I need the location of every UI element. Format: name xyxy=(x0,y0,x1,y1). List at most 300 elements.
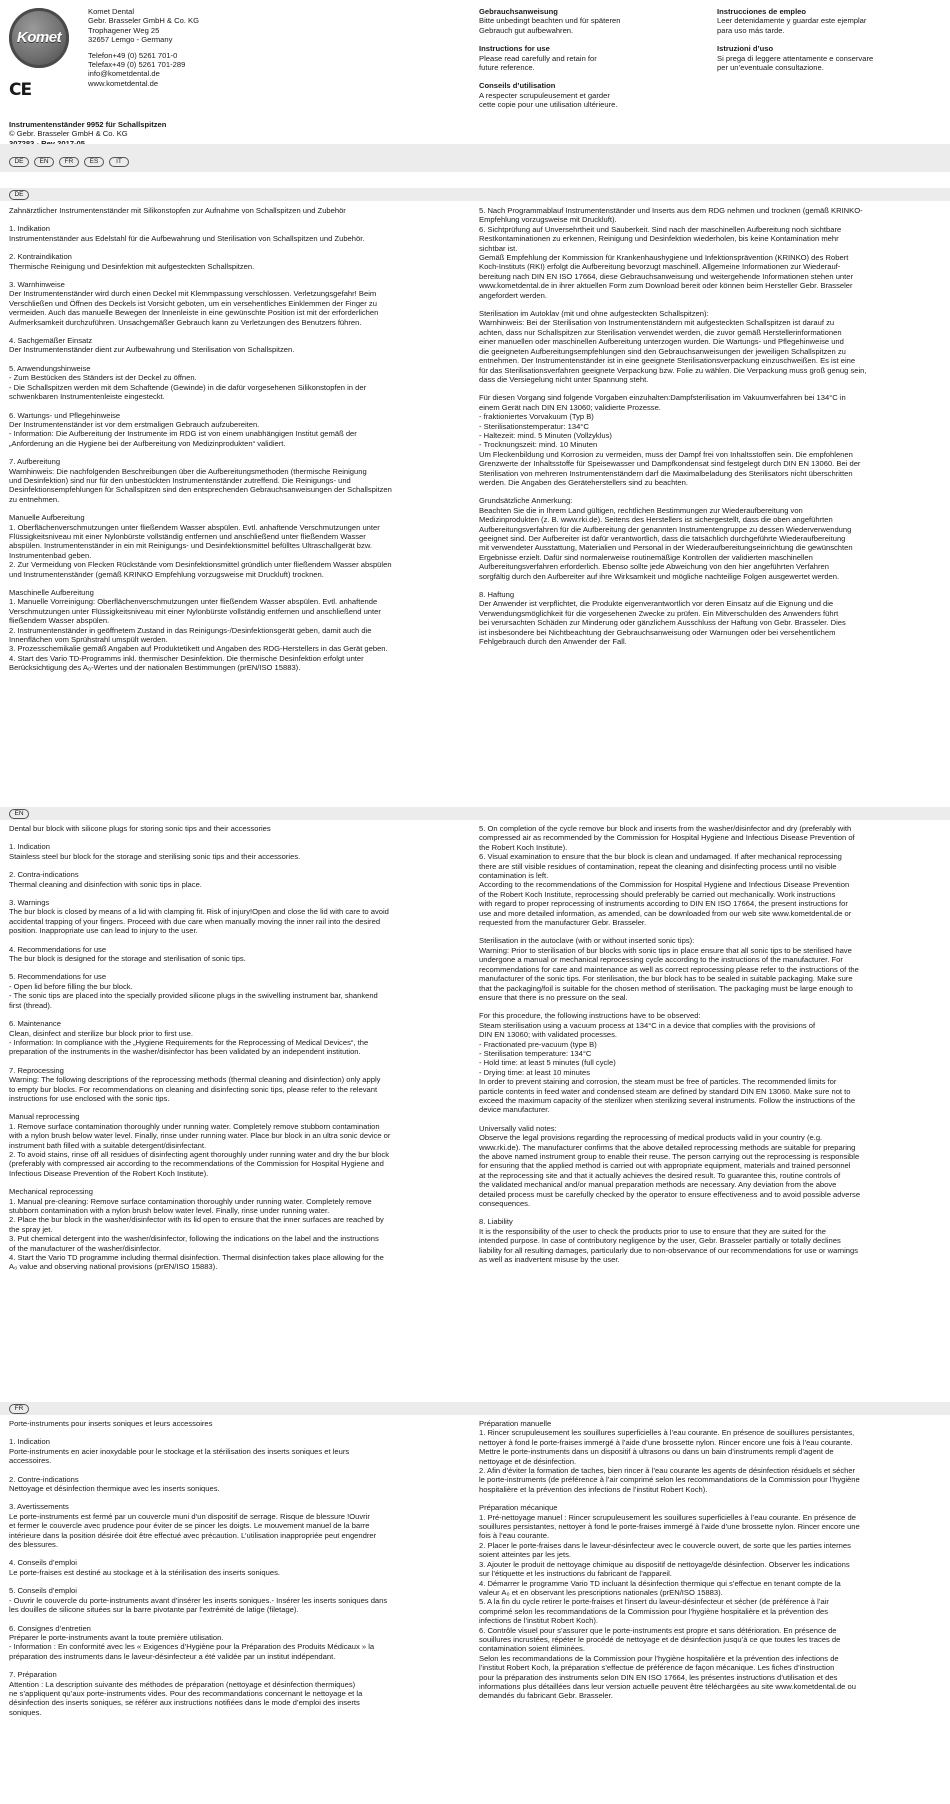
text-line: préparation des instruments dans le laveur-désinfecteur a été validée par un institut indépendant. xyxy=(9,1651,336,1661)
paragraph-spacer xyxy=(479,384,939,393)
text-line: www.rki.de). The manufacturer confirms that the above detailed reprocessing methods are suitable for preparing xyxy=(479,1142,856,1152)
instr-title-es: Instrucciones de empleo xyxy=(717,7,807,16)
product-title: Instrumentenständer 9952 für Schallspitzen xyxy=(9,120,167,129)
language-pill-es[interactable]: ES xyxy=(84,157,104,167)
text-line: Préparation mécanique xyxy=(479,1503,558,1513)
text-line: Maschinelle Aufbereitung xyxy=(9,588,94,597)
paragraph-spacer xyxy=(479,1494,939,1503)
text-line: The bur block is closed by means of a lid with clamping fit. Risk of injury!Open and close the lid with care to avoid xyxy=(9,907,389,917)
text-line: 7. Préparation xyxy=(9,1670,57,1680)
phone-number: Telefon+49 (0) 5261 701-0 xyxy=(88,50,178,60)
text-line: 3. Ajouter le produit de nettoyage chimique au dispositif de nettoyage/de désinfection. Observer les indications xyxy=(479,1559,850,1569)
text-line: device manufacturer. xyxy=(479,1105,550,1115)
paragraph-spacer xyxy=(9,504,469,513)
address-line: Gebr. Brasseler GmbH & Co. KG xyxy=(88,16,199,26)
text-line: - Information : En conformité avec les « Exigences d’Hygiène pour la Préparation des Produits Médicaux » la xyxy=(9,1642,375,1652)
text-line: According to the recommendations of the Commission for Hospital Hygiene and Infectious Disease Prevention xyxy=(479,880,850,890)
text-line: In order to prevent staining and corrosion, the steam must be free of particles. The recommended limits for xyxy=(479,1077,837,1087)
text-line: 3. Warnings xyxy=(9,898,50,908)
text-line: Attention : La description suivante des méthodes de préparation (nettoyage et désinfection thermiques) xyxy=(9,1679,356,1689)
text-line: dass die Versiegelung nicht unter Spannung steht. xyxy=(479,374,649,384)
text-line: schwenkbaren Instrumentenleiste eingesteckt. xyxy=(9,392,165,402)
paragraph-spacer xyxy=(9,355,469,364)
fr-right-column xyxy=(479,1419,939,1701)
text-line: und Instrumentenständer (gemäß KRINKO Empfehlung vorzugsweise mit Druckluft) trocknen. xyxy=(9,569,324,579)
text-line: soient atteintes par les jets. xyxy=(479,1550,572,1560)
text-line: informations plus détaillées dans leur version actuelle peuvent être téléchargées au site www.kometdental.de ou xyxy=(479,1681,856,1691)
text-line: Infectious Disease Prevention of the Robert Koch Institute). xyxy=(9,1168,209,1178)
text-line: - Information: In compliance with the „Hygiene Requirements for the Reprocessing of Medical Devices“, the xyxy=(9,1037,369,1047)
fax-number: Telefax+49 (0) 5261 701-289 xyxy=(88,60,186,70)
text-line: - Zum Bestücken des Ständers ist der Deckel zu öffnen. xyxy=(9,373,197,383)
text-line: - Open lid before filling the bur block. xyxy=(9,981,133,991)
text-line: vermeiden. Auch das manuelle Bewegen der Innenleiste in eine gewünschte Position ist mit der erforderlichen xyxy=(9,308,379,318)
text-line: ne s’appliquent qu’aux porte-instruments vides. Pour des recommandations concernant le nettoyage et la xyxy=(9,1688,363,1698)
text-line: intérieure dans la position désirée doit être effectué avec précaution. L’utilisation inappropriée peut engendrer xyxy=(9,1530,377,1540)
text-line: Observe the legal provisions regarding the reprocessing of medical products valid in your country (e.g. xyxy=(479,1133,823,1143)
text-line: infections de l’institut Robert Koch). xyxy=(479,1616,599,1626)
text-line: 2. Contre-indications xyxy=(9,1474,79,1484)
text-line: 6. Maintenance xyxy=(9,1019,61,1029)
text-line: le porte-instruments (de préférence à l’air comprimé selon les recommandations de la Commission pour l’hygiène xyxy=(479,1475,860,1485)
section-bar-en xyxy=(0,807,950,820)
text-line: Mechanical reprocessing xyxy=(9,1187,93,1197)
de-left-column xyxy=(9,206,469,673)
text-line: soniques. xyxy=(9,1707,42,1717)
text-line: bereitung nach DIN EN ISO 17664, diese Gebrauchsanweisung und weitergehende Informationen stehen unter xyxy=(479,271,854,281)
text-line: - Trocknungszeit: mind. 10 Minuten xyxy=(479,440,598,450)
text-line: DIN EN 13060; with validated processes. xyxy=(479,1030,618,1040)
text-line: 1. Remove surface contamination thoroughly under running water. Completely remove stubborn contamination xyxy=(9,1121,380,1131)
fr-left-column xyxy=(9,1419,469,1717)
text-line: Medizinprodukten (z. B. www.rki.de). Seitens des Herstellers ist sichergestellt, dass die oben angeführten xyxy=(479,515,833,525)
text-line: 5. Nach Programmablauf Instrumentenständer und Inserts aus dem RDG nehmen und trocknen (gemäß KRINKO- xyxy=(479,206,863,215)
text-line: Aufmerksamkeit durchzuführen. Unsachgemäßer Gebrauch kann zu Verletzungen des Benutzers führen. xyxy=(9,317,362,327)
website-link[interactable]: www.kometdental.de xyxy=(88,78,159,88)
text-line: 1. Indication xyxy=(9,1437,50,1447)
text-line: Der Instrumentenständer wird durch einen Deckel mit Klemmpassung verschlossen. Verletzungsgefahr! Beim xyxy=(9,289,377,299)
text-line: „Anforderung an die Hygiene bei der Aufbereitung von Medizinprodukten“ validiert. xyxy=(9,438,286,448)
text-line: nettoyer à fond le porte-fraises immergé à l’aide d’une brossette nylon. Rincer encore une fois à l’eau courante. xyxy=(479,1437,853,1447)
text-line: des blessures. xyxy=(9,1540,58,1550)
address-line: 32657 Lemgo - Germany xyxy=(88,35,173,45)
paragraph-spacer xyxy=(9,861,469,870)
text-line: ist insbesondere bei Nichtbeachtung der Gebrauchsanweisung oder Warnungen oder bei versehentlichem xyxy=(479,627,836,637)
text-line: Verwendungsmöglichkeit für die vorgesehenen Zwecke zu prüfen. Ein Mitverschulden des Anwenders führt xyxy=(479,608,839,618)
text-line: 3. Warnhinweise xyxy=(9,280,65,290)
text-line: Gemäß Empfehlung der Kommission für Krankenhaushygiene und Infektionsprävention (KRINKO) des Robert xyxy=(479,253,849,263)
text-line: with a nylon brush below water level. Finally, rinse under running water. Place bur block in an ultra sonic device or xyxy=(9,1131,391,1141)
text-line: Instrumentenbad geben. xyxy=(9,550,92,560)
text-line: Dental bur block with silicone plugs for storing sonic tips and their accessories xyxy=(9,824,271,833)
text-line: Warning: The following descriptions of the reprocessing methods (thermal cleaning and disinfection) only apply xyxy=(9,1075,381,1085)
text-line: 6. Consignes d’entretien xyxy=(9,1623,91,1633)
text-line: Clean, disinfect and sterilize bur block prior to first use. xyxy=(9,1028,194,1038)
text-line: Porte-instruments pour inserts soniques et leurs accessoires xyxy=(9,1419,213,1428)
komet-logo xyxy=(9,8,69,68)
paragraph-spacer xyxy=(9,963,469,972)
text-line: achten, dass nur Schallspitzen zur Sterilisation verwendet werden, die zuvor gemäß Herstellerinformationen xyxy=(479,327,842,337)
text-line: Stainless steel bur block for the storage and sterilising sonic tips and their accessories. xyxy=(9,851,301,861)
text-line: Koch-Instituts (RKI) erfolgt die Aufbereitung bevorzugt maschinell. Allgemeine Informationen zur Wiederauf- xyxy=(479,262,841,272)
text-line: Le porte-fraises est destiné au stockage et à la stérilisation des inserts soniques. xyxy=(9,1567,280,1577)
text-line: Restkontaminationen zu erkennen, Reinigung und Desinfektion wiederholen, bis keine Kontamination mehr xyxy=(479,234,839,244)
text-line: 5. Conseils d’emploi xyxy=(9,1586,77,1596)
text-line: 1. Indication xyxy=(9,842,50,852)
text-line: 7. Aufbereitung xyxy=(9,457,61,467)
section-tag-en: EN xyxy=(9,809,29,819)
text-line: nettoyage et de désinfection. xyxy=(479,1456,577,1466)
company-address xyxy=(88,7,268,88)
text-line: 3. Prozesschemikalie gemäß Angaben auf Produktetikett und Angaben des RDG-Herstellers in das Gerät geben. xyxy=(9,644,388,654)
product-copyright: © Gebr. Brasseler GmbH & Co. KG xyxy=(9,129,128,139)
text-line: recommendations for care and maintenance as well as correct reprocessing please refer to the instructions of the xyxy=(479,964,859,974)
instr-text: cette copie pour une utilisation ultérieure. xyxy=(479,100,618,110)
text-line: - Haltezeit: mind. 5 Minuten (Vollzyklus) xyxy=(479,430,612,440)
text-line: - Ouvrir le couvercle du porte-instruments avant d’insérer les inserts soniques.- Insérer les inserts soniques dans xyxy=(9,1595,388,1605)
instructions-column-2 xyxy=(717,7,932,81)
text-line: requested from the manufacturer Gebr. Brasseler. xyxy=(479,918,647,928)
text-line: there are still visible residues of contamination, repeat the cleaning and disinfecting process until no visible xyxy=(479,861,837,871)
text-line: - Sterilisationstemperatur: 134°C xyxy=(479,421,589,431)
paragraph-spacer xyxy=(9,1466,469,1475)
text-line: les douilles de silicone situées sur la barre pivotante par l’extrémité de latige (filetage). xyxy=(9,1605,299,1615)
paragraph-spacer xyxy=(9,448,469,457)
instr-title-it: Istruzioni d’uso xyxy=(717,44,774,54)
paragraph-spacer xyxy=(479,300,939,309)
text-line: A₀ value and observing national provisions (prEN/ISO 15883). xyxy=(9,1262,218,1272)
text-line: 5. A la fin du cycle retirer le porte-fraises et l’insert du laveur-désinfecteur et sécher (de préférence à l’air xyxy=(479,1597,829,1607)
text-line: instrument bath filled with a suitable detergent/disinfectant. xyxy=(9,1140,207,1150)
paragraph-spacer xyxy=(9,327,469,336)
language-pill-en[interactable]: EN xyxy=(34,157,54,167)
text-line: intended purpose. In case of contributory negligence by the user, Gebr. Brasseler partially or totally declines xyxy=(479,1236,841,1246)
text-line: sichtbar ist. xyxy=(479,243,518,253)
text-line: Instrumentenständer aus Edelstahl für die Aufbewahrung und Sterilisation von Schallspitzen und Zubehör. xyxy=(9,233,365,243)
section-tag-fr: FR xyxy=(9,1404,29,1414)
text-line: Warnhinweis: Die nachfolgenden Beschreibungen über die Aufbereitungsmethoden (thermische Reinigung xyxy=(9,466,367,476)
language-pill-it[interactable]: IT xyxy=(109,157,129,167)
text-line: - Drying time: at least 10 minutes xyxy=(479,1067,590,1077)
text-line: 2. Place the bur block in the washer/disinfector with its lid open to ensure that the inner surfaces are reached by xyxy=(9,1215,384,1225)
text-line: Beachten Sie die in Ihrem Land gültigen, rechtlichen Bestimmungen zur Wiederaufbereitung von xyxy=(479,505,803,515)
paragraph-spacer xyxy=(9,833,469,842)
text-line: 6. Sichtprüfung auf Unversehrtheit und Sauberkeit. Sind nach der maschinellen Aufbereitung noch sichtbare xyxy=(479,224,842,234)
text-line: 2. To avoid stains, rinse off all residues of disinfecting agent thoroughly under running water and dry the bur block xyxy=(9,1149,390,1159)
text-line: Aufbereitungsverfahren für die Aufbereitung der genannten Instrumentengruppe zu dessen Wiederverwendung xyxy=(479,524,852,534)
text-line: Préparer le porte-instruments avant la toute première utilisation. xyxy=(9,1632,224,1642)
text-line: Manual reprocessing xyxy=(9,1112,80,1122)
text-line: Für diesen Vorgang sind folgende Vorgaben einzuhalten:Dampfsterilisation im Vakuumverfahren bei 134°C in xyxy=(479,393,846,403)
section-bar-de xyxy=(0,188,950,201)
text-line: exceed the maximum capacity of the sterilizer when sterilizing several instruments. Follow the instructions of the xyxy=(479,1095,856,1105)
paragraph-spacer xyxy=(9,1577,469,1586)
text-line: Steam sterilisation using a vacuum process at 134°C in a device that complies with the provisions of xyxy=(479,1020,816,1030)
text-line: 3. Put chemical detergent into the washer/disinfector, following the indications on the label and the instructions xyxy=(9,1234,379,1244)
text-line: angefordert werden. xyxy=(479,290,547,300)
text-line: accidental trapping of your fingers. Proceed with due care when manually moving the inner rail into the desired xyxy=(9,916,381,926)
text-line: Zahnärztlicher Instrumentenständer mit Silikonstopfen zur Aufnahme von Schallspitzen und Zubehör xyxy=(9,206,346,215)
paragraph-spacer xyxy=(9,402,469,411)
text-line: - Hold time: at least 5 minutes (full cycle) xyxy=(479,1058,616,1068)
text-line: 1. Oberflächenverschmutzungen unter fließendem Wasser abspülen. Evtl. anhaftende Verschmutzungen unter xyxy=(9,522,380,532)
instr-text: para uso más tarde. xyxy=(717,25,785,35)
paragraph-spacer xyxy=(9,1661,469,1670)
text-line: zu entnehmen. xyxy=(9,494,60,504)
paragraph-spacer xyxy=(9,1057,469,1066)
text-line: désinfection des inserts soniques, se référer aux instructions notifiées dans le mode d’emploi des inserts xyxy=(9,1698,360,1708)
text-line: the validated mechanical and/or manual preparation methods are necessary. Any deviation from the above xyxy=(479,1180,837,1190)
instructions-column-1 xyxy=(479,7,694,119)
text-line: Selon les recommandations de la Commission pour l’hygiène hospitalière et la prévention des infections de xyxy=(479,1653,839,1663)
text-line: - Information: Die Aufbereitung der Instrumente im RDG ist von einem unabhängigen Institut gemäß der xyxy=(9,429,357,439)
text-line: Der Instrumentenständer dient zur Aufbewahrung und Sterilisation von Schallspitzen. xyxy=(9,345,295,355)
text-line: für das Sterilisationsverfahren geeignete Verpackung bzw. Folie zu wählen. Die Verpackung muss groß genug sein, xyxy=(479,365,867,375)
text-line: 2. Afin d’éviter la formation de taches, bien rincer à l’eau courante les agents de désinfection résiduels et sécher xyxy=(479,1466,856,1476)
text-line: detailed process must be carefully checked by the operator to ensure effectiveness and to avoid possible adverse xyxy=(479,1189,861,1199)
instr-text: future reference. xyxy=(479,63,535,73)
text-line: the spray jet. xyxy=(9,1224,53,1234)
text-line: Warnhinweis: Bei der Sterilisation von Instrumentenständern mit aufgesteckten Schallspitzen ist darauf zu xyxy=(479,318,835,328)
paragraph-spacer xyxy=(479,927,939,936)
text-line: sur l’étiquette et les instructions du fabricant de l’appareil. xyxy=(479,1569,672,1579)
paragraph-spacer xyxy=(9,243,469,252)
instr-text: A respecter scrupuleusement et garder xyxy=(479,90,610,100)
de-right-column xyxy=(479,206,939,646)
text-line: Universally valid notes: xyxy=(479,1123,557,1133)
text-line: 6. Visual examination to ensure that the bur block is clean and undamaged. If after mechanical reprocessing xyxy=(479,852,842,862)
en-right-column xyxy=(479,824,939,1264)
text-line: 6. Wartungs- und Pflegehinweise xyxy=(9,410,121,420)
text-line: particle contents in feed water and condensed steam are defined by standard DIN EN 13060. Make sure not to xyxy=(479,1086,851,1096)
text-line: ensure that there is no pressure on the seal. xyxy=(479,992,628,1002)
text-line: abspülen. Instrumentenständer in ein mit Reinigungs- und Desinfektionsmittel befülltes Ultraschallgerät bzw. xyxy=(9,541,373,551)
text-line: consequences. xyxy=(479,1199,531,1209)
instr-title-fr: Conseils d’utilisation xyxy=(479,81,556,91)
instr-title-en: Instructions for use xyxy=(479,44,550,54)
language-pill-fr[interactable]: FR xyxy=(59,157,79,167)
text-line: Der Anwender ist verpflichtet, die Produkte eigenverantwortlich vor deren Einsatz auf die Eignung und die xyxy=(479,599,834,609)
paragraph-spacer xyxy=(9,215,469,224)
text-line: mit verwendeter Ausstattung, Materialien und Personal in der Wiederaufbereitungseinrichtung die gewünschten xyxy=(479,543,853,553)
text-line: 7. Reprocessing xyxy=(9,1065,64,1075)
text-line: contamination is left. xyxy=(479,871,549,881)
text-line: Warning: Prior to sterilisation of bur blocks with sonic tips in place ensure that all sonic tips to be sterilised have xyxy=(479,945,852,955)
text-line: 4. Start des Vario TD-Programms inkl. thermischer Desinfektion. Die thermische Desinfektion erfolgt unter xyxy=(9,653,364,663)
text-line: 1. Pré-nettoyage manuel : Rincer scrupuleusement les souillures superficielles à l’eau courante. En présence de xyxy=(479,1512,856,1522)
text-line: - Sterilisation temperature: 134°C xyxy=(479,1048,592,1058)
section-bar-fr xyxy=(0,1402,950,1415)
text-line: compressed air as recommended by the Commission for Hospital Hygiene and Infectious Disease Prevention of xyxy=(479,833,855,843)
text-line: - Die Schallspitzen werden mit dem Schaftende (Gewinde) in die dafür vorgesehenen Silikonstopfen in der xyxy=(9,382,367,392)
paragraph-spacer xyxy=(9,1493,469,1502)
instr-text: Leer detenidamente y guardar este ejemplar xyxy=(717,16,867,26)
paragraph-spacer xyxy=(9,1615,469,1624)
text-line: the above named instrument group to enable their reuse. The person carrying out the reprocessing is responsible xyxy=(479,1152,860,1161)
text-line: for ensuring that the applied method is carried out with appropriate equipment, materials and trained personnel xyxy=(479,1161,851,1171)
text-line: manufacturer of the sonic tips. For sterilisation, the bur block has to be sealed in suitable packaging. Make sure xyxy=(479,974,853,984)
paragraph-spacer xyxy=(9,889,469,898)
text-line: Thermische Reinigung und Desinfektion mit aufgesteckten Schallspitzen. xyxy=(9,261,255,271)
text-line: to empty bur blocks. For recommendations on cleaning and disinfecting sonic tips, please refer to the relevant xyxy=(9,1084,378,1094)
text-line: stubborn contamination with a nylon brush below water level. Finally, rinse under running water. xyxy=(9,1206,330,1215)
text-line: 4. Recommendations for use xyxy=(9,944,107,954)
text-line: instructions for use enclosed with the sonic tips. xyxy=(9,1093,170,1103)
text-line: sorgfältig durch den Aufbereiter auf ihre Wirksamkeit und mögliche nachteilige Folgen ausgewertet werden. xyxy=(479,571,840,581)
text-line: Innenflächen vom Sprühstrahl umspült werden. xyxy=(9,635,168,645)
text-line: Manuelle Aufbereitung xyxy=(9,513,85,523)
address-line: Trophagener Weg 25 xyxy=(88,25,160,35)
text-line: Verschmutzungen unter Flüssigkeitsniveau mit einer Nylonbürste vollständig entfernen und anschließend unter xyxy=(9,606,381,616)
text-line: 2. Instrumentenständer in geöffnetem Zustand in das Reinigungs-/Desinfektionsgerät geben, damit auch die xyxy=(9,625,372,635)
text-line: accessoires. xyxy=(9,1456,52,1466)
text-line: The bur block is designed for the storage and sterilisation of sonic tips. xyxy=(9,954,246,964)
paragraph-spacer xyxy=(9,1178,469,1187)
text-line: that the packaging/foil is suitable for the chosen method of sterilisation. The packaging must be large enough to xyxy=(479,983,853,993)
text-line: www.kometdental.de in ihrer aktuellen Form zum Download bereit oder können beim Hersteller Gebr. Brasseler xyxy=(479,281,853,291)
text-line: Grenzwerte der Inhaltsstoffe für Speisewasser und Dampfkondensat sind festgelegt durch DIN EN 13060. Bei der xyxy=(479,459,861,469)
text-line: Mettre le porte-instruments dans un dispositif à ultrasons ou dans un bain d’instruments rempli d’agent de xyxy=(479,1447,834,1457)
text-line: 5. Recommendations for use xyxy=(9,972,107,982)
text-line: souillures persistantes, nettoyer à fond le porte-fraises immergé à l’aide d’une brossette nylon. Rincer encore une xyxy=(479,1522,860,1532)
paragraph-spacer xyxy=(9,1103,469,1112)
text-line: bei verursachten Schäden zur Minderung oder gänzlichem Ausschluss der Haftung von Gebr. Brasseler. Dies xyxy=(479,618,846,628)
text-line: Sterilisation von mehreren Instrumentenständern darf die Maximalbeladung des Sterilisators nicht überschritten xyxy=(479,468,853,478)
text-line: die geeigneten Aufbereitungsempfehlungen sind den Gebrauchsanweisungen der jeweiligen Schallspitzen zu xyxy=(479,346,846,356)
text-line: Le porte-instruments est fermé par un couvercle muni d’un dispositif de serrage. Risque de blessure !Ouvrir xyxy=(9,1511,370,1521)
text-line: undergone a manual or mechanical reprocessing cycle according to the instructions of the manufacturer. For xyxy=(479,955,843,965)
instr-title-de: Gebrauchsanweisung xyxy=(479,7,558,16)
text-line: hospitalière et la prévention des infections de l’institut Robert Koch). xyxy=(479,1484,708,1494)
text-line: at the reprocessing site and that it actually achieves the desired result. To guarantee this, routine controls of xyxy=(479,1170,841,1180)
text-line: 2. Placer le porte-fraises dans le laveur-désinfecteur avec le couvercle ouvert, de sorte que les parties internes xyxy=(479,1540,851,1550)
paragraph-spacer xyxy=(9,936,469,945)
language-selector xyxy=(9,157,129,167)
text-line: 4. Conseils d’emploi xyxy=(9,1558,77,1568)
text-line: 6. Contrôle visuel pour s’assurer que le porte-instruments est propre et sans détérioration. En présence de xyxy=(479,1625,837,1635)
paragraph-spacer xyxy=(9,1549,469,1558)
text-line: 3. Avertissements xyxy=(9,1502,69,1512)
instr-text: per un’eventuale consultazione. xyxy=(717,63,824,73)
en-left-column xyxy=(9,824,469,1272)
text-line: of the manufacturer of the washer/disinfector. xyxy=(9,1243,161,1253)
paragraph-spacer xyxy=(479,1002,939,1011)
text-line: It is the responsibility of the user to check the products prior to use to ensure that they are suited for the xyxy=(479,1226,826,1236)
text-line: werden. Die Angaben des Geräteherstellers sind zu beachten. xyxy=(479,477,688,487)
text-line: position. Inappropriate use can lead to injury to the user. xyxy=(9,926,198,936)
paragraph-spacer xyxy=(9,579,469,588)
email-link[interactable]: info@kometdental.de xyxy=(88,69,160,79)
text-line: 8. Liability xyxy=(479,1217,513,1227)
paragraph-spacer xyxy=(479,1208,939,1217)
text-line: 5. Anwendungshinweise xyxy=(9,363,91,373)
instr-text: Si prega di leggere attentamente e conservare xyxy=(717,53,874,63)
text-line: Um Fleckenbildung und Korrosion zu vermeiden, muss der Dampf frei von Inhaltsstoffen sein. Die empfohlenen xyxy=(479,449,853,459)
text-line: first (thread). xyxy=(9,1000,53,1010)
text-line: - fraktioniertes Vorvakuum (Typ B) xyxy=(479,412,594,422)
text-line: Verschließen und Öffnen des Deckels ist Vorsicht geboten, um ein versehentliches Einklemmen der Finger zu xyxy=(9,298,377,308)
text-line: 1. Manual pre-cleaning: Remove surface contamination thoroughly under running water. Completely remove xyxy=(9,1196,372,1206)
text-line: Sterilisation im Autoklav (mit und ohne aufgesteckten Schallspitzen): xyxy=(479,309,709,319)
text-line: geeignet sind. Der Aufbereiter ist dafür verantwortlich, dass die tatsächlich durchgeführte Wiederaufbereitung xyxy=(479,534,846,543)
text-line: - The sonic tips are placed into the specially provided silicone plugs in the swivelling instrument bar, shankend xyxy=(9,991,378,1001)
text-line: 2. Zur Vermeidung von Flecken Rückstände vom Desinfektionsmittel gründlich unter fließendem Wasser abspülen xyxy=(9,560,392,570)
paragraph-spacer xyxy=(9,271,469,280)
text-line: 2. Contra-indications xyxy=(9,870,79,880)
text-line: 1. Rincer scrupuleusement les souillures superficielles à l’eau courante. En présence de souillures persistantes, xyxy=(479,1428,855,1438)
text-line: einer manuellen oder maschinellen Aufbereitung unterzogen wurden. Die Wartungs- und Pflegehinweise und xyxy=(479,337,844,347)
text-line: 4. Sachgemäßer Einsatz xyxy=(9,336,93,346)
text-line: demandés du fabricant Gebr. Brasseler. xyxy=(479,1691,613,1701)
paragraph-spacer xyxy=(479,487,939,496)
text-line: Porte-instruments en acier inoxydable pour le stockage et la stérilisation des inserts soniques et leurs xyxy=(9,1446,350,1456)
text-line: Empfehlung vorzugsweise mit Druckluft). xyxy=(479,215,617,225)
paragraph-spacer xyxy=(479,581,939,590)
text-line: 1. Manuelle Vorreinigung: Oberflächenverschmutzungen unter fließendem Wasser abspülen. Evtl. anhaftende xyxy=(9,597,378,607)
text-line: valeur A₀ et en observant les prescriptions nationales (prEN/ISO 15883). xyxy=(479,1587,723,1597)
text-line: einem Gerät nach DIN EN 13060; validierte Prozesse. xyxy=(479,402,661,412)
text-line: et fermer le couvercle avec prudence pour éviter de se pincer les doigts. Le mouvement manuel de la barre xyxy=(9,1521,370,1531)
text-line: use and more detailed information, as amended, can be downloaded from our web site www.kometdental.de or xyxy=(479,908,852,918)
text-line: 4. Start the Vario TD programme including thermal disinfection. Thermal disinfection takes place allowing for the xyxy=(9,1253,384,1263)
text-line: 1. Indikation xyxy=(9,224,50,234)
text-line: Thermal cleaning and disinfection with sonic tips in place. xyxy=(9,879,202,889)
paragraph-spacer xyxy=(9,1010,469,1019)
text-line: Flüssigkeitsniveau mit einer Nylonbürste vollständig entfernen und anschließend unter fließendem Wasser xyxy=(9,531,366,541)
text-line: pour la préparation des instruments selon DIN EN ISO 17664, les présentes instructions d’utilisation et des xyxy=(479,1672,838,1682)
text-line: - Fractionated pre-vacuum (type B) xyxy=(479,1039,597,1049)
text-line: souillures incrustées, répéter le procédé de nettoyage et de désinfection jusqu’à ce que toutes les traces de xyxy=(479,1634,841,1644)
text-line: For this procedure, the following instructions have to be observed: xyxy=(479,1011,701,1021)
text-line: Ergebnisse erzielt. Dafür sind normalerweise routinemäßige Kontrollen der validierten maschinellen xyxy=(479,552,813,562)
text-line: Sterilisation in the autoclave (with or without inserted sonic tips): xyxy=(479,936,695,946)
text-line: und Desinfektion) sind nur für den unbestückten Instrumentenständer zutreffend. Die Reinigungs- und xyxy=(9,475,351,485)
text-line: (preferably with compressed air according to the recommendations of the Commission for Hospital Hygiene and xyxy=(9,1159,384,1169)
header-divider-bar xyxy=(0,144,950,172)
text-line: Fehlgebrauch durch den Anwender der Fall. xyxy=(479,637,627,647)
text-line: preparation of the instruments in the washer/disinfector has been validated by an independent institution. xyxy=(9,1047,361,1057)
text-line: liability for all resulting damages, particularly due to non-observance of our recommendations for use or warnings xyxy=(479,1245,859,1255)
language-pill-de[interactable]: DE xyxy=(9,157,29,167)
text-line: of the Robert Koch Institute, reprocessing should preferably be carried out mechanically. Work instructions xyxy=(479,889,836,899)
ce-mark: CE xyxy=(9,80,32,100)
text-line: as well as inadvertent misuse by the user. xyxy=(479,1255,620,1265)
text-line: fließendem Wasser abspülen. xyxy=(9,616,110,626)
text-line: 5. On completion of the cycle remove bur block and inserts from the washer/disinfector and dry (preferably with xyxy=(479,824,852,833)
text-line: Desinfektionsempfehlungen für Schallspitzen sind den entsprechenden Gebrauchsanweisungen der Schallspitzen xyxy=(9,485,392,495)
instr-text: Please read carefully and retain for xyxy=(479,53,597,63)
logo-text: Komet xyxy=(16,29,62,47)
text-line: 4. Démarrer le programme Vario TD incluant la désinfection thermique qui s’effectue en tenant compte de la xyxy=(479,1578,841,1588)
text-line: comprimé selon les recommandations de la Commission pour l’hygiène hospitalière et la prévention des xyxy=(479,1606,829,1616)
paragraph-spacer xyxy=(9,1428,469,1437)
text-line: Der Instrumentenständer ist vor dem erstmaligen Gebrauch aufzubereiten. xyxy=(9,419,260,429)
text-line: Aufbereitungsverfahren erforderlich. Ebenso sollte jede Abweichung von den hier angeführten Verfahren xyxy=(479,562,829,572)
text-line: 8. Haftung xyxy=(479,590,515,600)
text-line: Grundsätzliche Anmerkung: xyxy=(479,496,573,506)
instr-text: Gebrauch gut aufbewahren. xyxy=(479,25,574,35)
text-line: Berücksichtigung des A₀-Wertes und der nationalen Bestimmungen (prEN/ISO 15883). xyxy=(9,663,301,673)
text-line: with regard to proper reprocessing of instruments according to DIN EN ISO 17664, the present instructions for xyxy=(479,899,848,909)
instr-text: Bitte unbedingt beachten und für späteren xyxy=(479,16,621,26)
text-line: entnehmen. Der Instrumentenständer ist in eine geeignete Sterilisationsverpackung einzuschweißen. Es ist eine xyxy=(479,356,856,366)
address-line: Komet Dental xyxy=(88,7,135,16)
section-tag-de: DE xyxy=(9,190,29,200)
text-line: l’institut Robert Koch, la préparation s’effectue de préférence de façon mécanique. Les fiches d’instruction xyxy=(479,1663,835,1673)
text-line: fois à l’eau courante. xyxy=(479,1531,550,1541)
text-line: Préparation manuelle xyxy=(479,1419,552,1428)
paragraph-spacer xyxy=(479,1115,939,1124)
